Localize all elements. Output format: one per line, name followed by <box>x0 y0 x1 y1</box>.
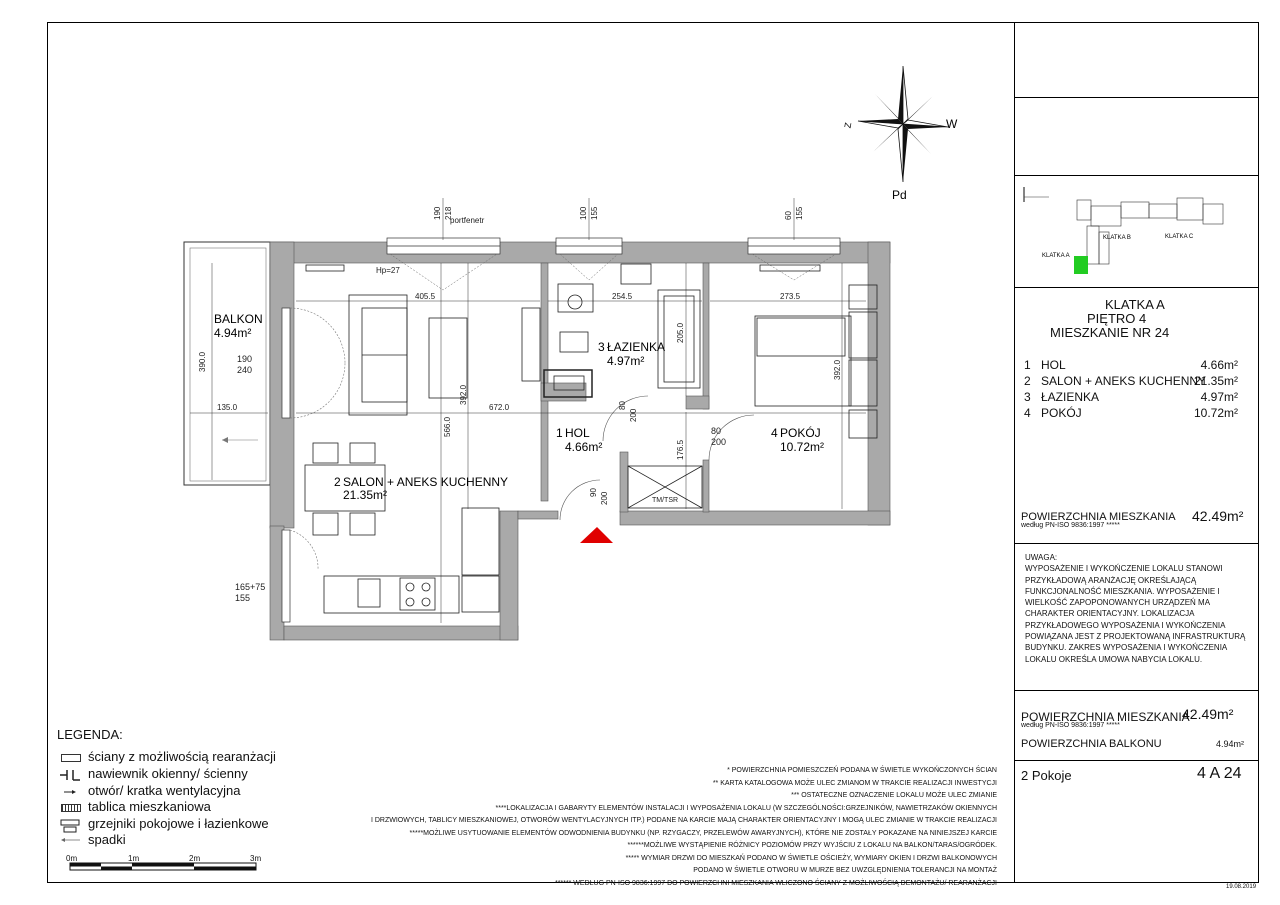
radiator-icon <box>58 818 82 830</box>
compass-west: W <box>946 117 958 131</box>
legend-item: nawiewnik okienny/ ścienny <box>58 766 248 781</box>
scale-label: 1m <box>128 854 140 863</box>
panel-separator <box>1014 287 1259 288</box>
dim-door-bath-w: 80 <box>618 401 627 410</box>
dim-door-bal-w: 190 <box>237 354 253 364</box>
svg-text:SALON + ANEKS KUCHENNY: SALON + ANEKS KUCHENNY <box>343 475 509 489</box>
dim-hall-h: 392.0 <box>459 384 468 405</box>
vent-opening-icon <box>58 785 82 797</box>
dim-door-k-h: 155 <box>235 593 251 603</box>
panel-separator <box>1014 543 1259 544</box>
dim-sill-height: Hp=27 <box>376 266 400 275</box>
svg-text:BALKON: BALKON <box>214 312 263 326</box>
total-area-label: POWIERZCHNIA MIESZKANIA <box>1021 511 1176 523</box>
dim-balcony-depth: 135.0 <box>217 403 238 412</box>
dim-tm-tsr: TM/TSR <box>652 497 679 504</box>
keyplan-klatka-a: KLATKA A <box>1042 253 1070 259</box>
dim-salon-depth: 566.0 <box>443 416 452 437</box>
info-staircase: KLATKA A <box>1105 297 1165 312</box>
area-row: 1 HOL 4.66m² <box>1024 358 1238 372</box>
room-count: 2 Pokoje <box>1021 768 1072 783</box>
legend-item: otwór/ kratka wentylacyjna <box>58 783 240 798</box>
apartment-highlight <box>1074 256 1088 274</box>
key-plan <box>1017 182 1257 282</box>
dim-salon-width: 405.5 <box>415 292 436 301</box>
dim-win2-h: 155 <box>590 206 599 220</box>
dim-hol-h: 176.5 <box>676 439 685 460</box>
summary-area-label: POWIERZCHNIA MIESZKANIA <box>1021 710 1190 724</box>
svg-text:HOL: HOL <box>565 426 590 440</box>
info-floor: PIĘTRO 4 <box>1087 311 1147 326</box>
svg-text:4.94m²: 4.94m² <box>214 326 252 340</box>
dim-win1-w: 190 <box>433 206 442 220</box>
dim-pokoj-h: 392.0 <box>833 359 842 380</box>
total-area-value: 42.49m² <box>1192 508 1244 524</box>
dim-door-bal-h: 240 <box>237 365 253 375</box>
dim-win2-w: 100 <box>579 206 588 220</box>
svg-text:21.35m²: 21.35m² <box>343 488 388 502</box>
summary-balcony-label: POWIERZCHNIA BALKONU <box>1021 738 1162 750</box>
room-label-lazienka <box>598 340 665 368</box>
svg-text:2: 2 <box>334 475 341 489</box>
total-area-sub: według PN-ISO 9836:1997 ***** <box>1021 522 1120 529</box>
scale-bar <box>62 855 272 877</box>
dim-door-pok-w: 80 <box>711 426 722 436</box>
legend-item: tablica mieszkaniowa <box>58 799 211 814</box>
svg-text:4.66m²: 4.66m² <box>565 440 603 454</box>
compass-north-partial: Z <box>842 121 854 129</box>
scale-label: 0m <box>66 854 78 863</box>
rearrangeable-wall-icon <box>58 751 82 763</box>
slope-icon <box>58 834 82 846</box>
dim-pokoj-width: 273.5 <box>780 292 801 301</box>
svg-text:ŁAZIENKA: ŁAZIENKA <box>607 340 666 354</box>
right-panel-divider <box>1014 22 1015 883</box>
keyplan-klatka-b: KLATKA B <box>1103 235 1131 241</box>
legend-item: ściany z możliwością rearanżacji <box>58 749 276 764</box>
apartment-code: 4 A 24 <box>1197 765 1242 782</box>
balcony-outline <box>184 242 270 485</box>
legend-item: spadki <box>58 832 126 847</box>
entrance-marker-icon <box>580 527 613 543</box>
dim-salon-length: 672.0 <box>489 403 510 412</box>
svg-text:1: 1 <box>556 426 563 440</box>
dim-door-in-w: 90 <box>589 488 598 497</box>
svg-text:3: 3 <box>598 340 605 354</box>
svg-text:POKÓJ: POKÓJ <box>780 426 821 440</box>
summary-area-value: 42.49m² <box>1182 706 1234 722</box>
dim-win3-w: 60 <box>784 211 793 220</box>
panel-separator <box>1014 690 1259 691</box>
legend-item: grzejniki pokojowe i łazienkowe <box>58 816 269 831</box>
area-row: 2 SALON + ANEKS KUCHENNY 21.35m² <box>1024 374 1238 388</box>
area-row: 4 POKÓJ 10.72m² <box>1024 406 1238 420</box>
svg-text:10.72m²: 10.72m² <box>780 440 825 454</box>
room-label-balkon <box>214 312 263 340</box>
room-label-hol <box>556 426 602 454</box>
vent-icon <box>58 768 82 780</box>
footnotes: * POWIERZCHNIA POMIESZCZEŃ PODANA W ŚWIETLE WYKOŃCZONYCH ŚCIAN ** KARTA KATALOGOWA MOŻE ULEC ZMIANOM W TRAKCIE REALIZACJI INWESTYCJI *** OSTATECZNE OZNACZENIE LOKALU MOŻE ULEC ZMIANIE ****LOKALIZACJA I GABARYTY ELEMENTÓW INSTALACJI I WYPOSAŻENIA LOKALU (W SZCZEGÓLNOŚCI:GRZEJNIKÓW, NAWIETRZAKÓW OKIENNYCH I DRZWIOWYCH, TABLICY MIESZKANIOWEJ, OTWORÓW WENTYLACYJNYCH ITP.) PODANE NA KARCIE MAJĄ CHARAKTER ORIENTACYJNY I MOGĄ ULEC ZMIANIE W TRAKCIE REALIZACJI *****MOŻLIWE USYTUOWANIE ELEMENTÓW ODWODNIENIA BUDYNKU (NP. RZYGACZY, PRZELEWÓW AWARYJNYCH), KTÓRE NIE ZOSTAŁY POKAZANE NA NINIEJSZEJ KARCIE ******MOŻLIWE WYSTĄPIENIE RÓŻNICY POZIOMÓW PRZY WYJŚCIU Z LOKALU NA BALKON/TARAS/OGRÓDEK. ***** WYMIAR DRZWI DO MIESZKAŃ PODANO W ŚWIETLE OŚCIEŻY, WYMIARY OKIEN I DRZWI BALKONOWYCH PODANO W ŚWIETLE OTWORU W MURZE BEZ UWZGLĘDNIENIA TOLERANCJI NA MONTAŻ ****** WEDŁUG PN-ISO 9836:1997 DO POWIERZCHNI MIESZKANIA WLICZONO ŚCIANY Z MOŻLIWOŚCIĄ DEMONTAŻU/ REARANŻACJI <box>370 767 997 887</box>
dim-door-pok-h: 200 <box>711 437 727 447</box>
dim-balcony-len: 390.0 <box>198 351 207 372</box>
apartment-panel-icon <box>58 801 82 813</box>
dim-door-k-w: 165+75 <box>235 582 266 592</box>
svg-text:4: 4 <box>771 426 778 440</box>
scale-label: 2m <box>189 854 201 863</box>
summary-area-sub: według PN-ISO 9836:1997 ***** <box>1021 722 1120 729</box>
legend-title: LEGENDA: <box>57 727 123 742</box>
panel-separator <box>1014 175 1259 176</box>
room-label-pokoj <box>771 425 824 454</box>
dim-door-bath-h: 200 <box>629 408 638 422</box>
summary-balcony-value: 4.94m² <box>1216 739 1245 749</box>
keyplan-klatka-c: KLATKA C <box>1165 234 1194 240</box>
dim-bath-width: 254.5 <box>612 292 633 301</box>
area-row: 3 ŁAZIENKA 4.97m² <box>1024 390 1238 404</box>
panel-separator <box>1014 760 1259 761</box>
dim-portfenetr: portfenetr <box>450 216 485 225</box>
drawing-date: 19.08.2019 <box>1226 884 1257 890</box>
info-apartment: MIESZKANIE NR 24 <box>1050 325 1170 340</box>
panel-separator <box>1014 97 1259 98</box>
notice: UWAGA: WYPOSAŻENIE I WYKOŃCZENIE LOKALU STANOWI PRZYKŁADOWĄ ARANŻACJĘ OKREŚLAJĄCĄ FUNKCJONALNOŚĆ MIESZKANIA. WYPOSAŻENIE I WIELKOŚĆ ZAPOPONOWANYCH URZĄDZEŃ MA CHARAKTER ORIENTACYJNY. LOKALIZACJA PRZYKŁADOWEGO WYPOSAŻENIA I WYKOŃCZENIA POWIĄZANA JEST Z PROJEKTOWANĄ INFRASTRUKTURĄ BUDYNKU. ZAKRES WYPOSAŻENIA I WYKOŃCZENIA LOKALU OKREŚLA UMOWA NABYCIA LOKALU. <box>1025 553 1246 664</box>
compass-south: Pd <box>892 188 907 202</box>
dim-win3-h: 155 <box>795 206 804 220</box>
compass-rose-icon <box>858 66 948 182</box>
room-label-salon <box>334 475 508 502</box>
dim-door-in-h: 200 <box>600 491 609 505</box>
dim-bath-h: 205.0 <box>676 322 685 343</box>
dim-win1-h: 218 <box>444 206 453 220</box>
svg-text:4.97m²: 4.97m² <box>607 354 645 368</box>
scale-label: 3m <box>250 854 262 863</box>
